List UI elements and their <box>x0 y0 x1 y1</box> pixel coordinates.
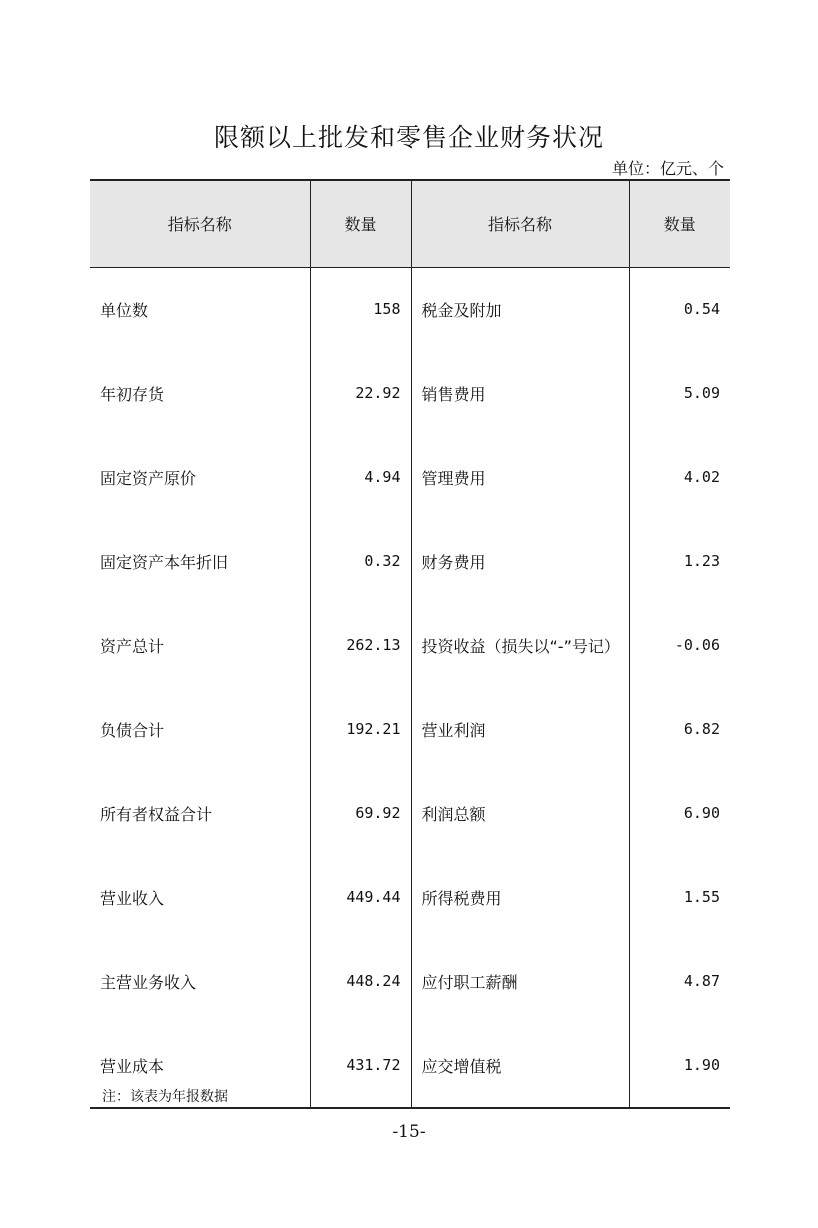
table-row <box>90 603 730 687</box>
indicator-name-cell: 年初存货 <box>90 351 310 435</box>
table-row <box>90 939 730 1023</box>
header-indicator-name-1: 指标名称 <box>90 180 310 267</box>
unit-label: 单位：亿元、个 <box>611 159 724 178</box>
quantity-cell: 4.87 <box>683 972 720 990</box>
quantity-cell: 4.02 <box>683 468 720 486</box>
quantity-cell: 431.72 <box>310 1023 411 1108</box>
quantity-cell: 22.92 <box>310 351 411 435</box>
table-row <box>90 687 730 771</box>
quantity-cell: 4.94 <box>310 435 411 519</box>
indicator-name-cell: 应付职工薪酬 <box>411 939 629 1023</box>
quantity-cell: 449.44 <box>310 855 411 939</box>
finance-table <box>90 179 730 1109</box>
indicator-name-cell: 财务费用 <box>411 519 629 603</box>
indicator-name-cell: 资产总计 <box>90 603 310 687</box>
quantity-cell: 448.24 <box>310 939 411 1023</box>
indicator-name-cell: 营业收入 <box>90 855 310 939</box>
indicator-name-cell: 销售费用 <box>411 351 629 435</box>
indicator-name-cell: 主营业务收入 <box>90 939 310 1023</box>
quantity-cell: 1.23 <box>683 552 720 570</box>
indicator-name-cell: 营业利润 <box>411 687 629 771</box>
header-indicator-name-2: 指标名称 <box>411 180 629 267</box>
quantity-cell: 1.55 <box>683 888 720 906</box>
quantity-cell: 69.92 <box>310 771 411 855</box>
indicator-name-cell: 应交增值税 <box>411 1023 629 1108</box>
table-note: 注：该表为年报数据 <box>102 1089 228 1105</box>
indicator-name-cell: 固定资产原价 <box>90 435 310 519</box>
table-row <box>90 771 730 855</box>
quantity-cell: 0.54 <box>683 300 720 319</box>
quantity-cell: 192.21 <box>310 687 411 771</box>
quantity-cell: 1.90 <box>629 1023 730 1108</box>
indicator-name-cell: 负债合计 <box>90 687 310 771</box>
quantity-cell: 158 <box>310 267 411 351</box>
indicator-name-cell: 营业成本 <box>90 1023 310 1108</box>
table-header-row <box>90 180 730 267</box>
indicator-name-cell: 单位数 <box>90 267 310 351</box>
indicator-name-cell: 税金及附加 <box>411 267 629 351</box>
table-row <box>90 351 730 435</box>
indicator-name-cell: 管理费用 <box>411 435 629 519</box>
indicator-name-cell: 利润总额 <box>411 771 629 855</box>
quantity-cell: 6.90 <box>683 804 720 822</box>
table-row <box>90 519 730 603</box>
table-row <box>90 855 730 939</box>
quantity-cell: 5.09 <box>683 384 720 402</box>
indicator-name-cell: 固定资产本年折旧 <box>90 519 310 603</box>
header-quantity-1: 数量 <box>310 180 411 267</box>
page-number: -15- <box>392 1122 426 1142</box>
quantity-cell: 0.32 <box>310 519 411 603</box>
quantity-cell: 262.13 <box>310 603 411 687</box>
table-row <box>90 267 730 351</box>
header-quantity-2: 数量 <box>629 180 730 267</box>
indicator-name-cell: 所有者权益合计 <box>90 771 310 855</box>
table-row <box>90 435 730 519</box>
page-title: 限额以上批发和零售企业财务状况 <box>213 123 604 152</box>
quantity-cell: -0.06 <box>674 636 720 654</box>
quantity-cell: 6.82 <box>683 720 720 738</box>
indicator-name-cell: 所得税费用 <box>411 855 629 939</box>
indicator-name-cell: 投资收益（损失以“-”号记） <box>411 603 629 687</box>
